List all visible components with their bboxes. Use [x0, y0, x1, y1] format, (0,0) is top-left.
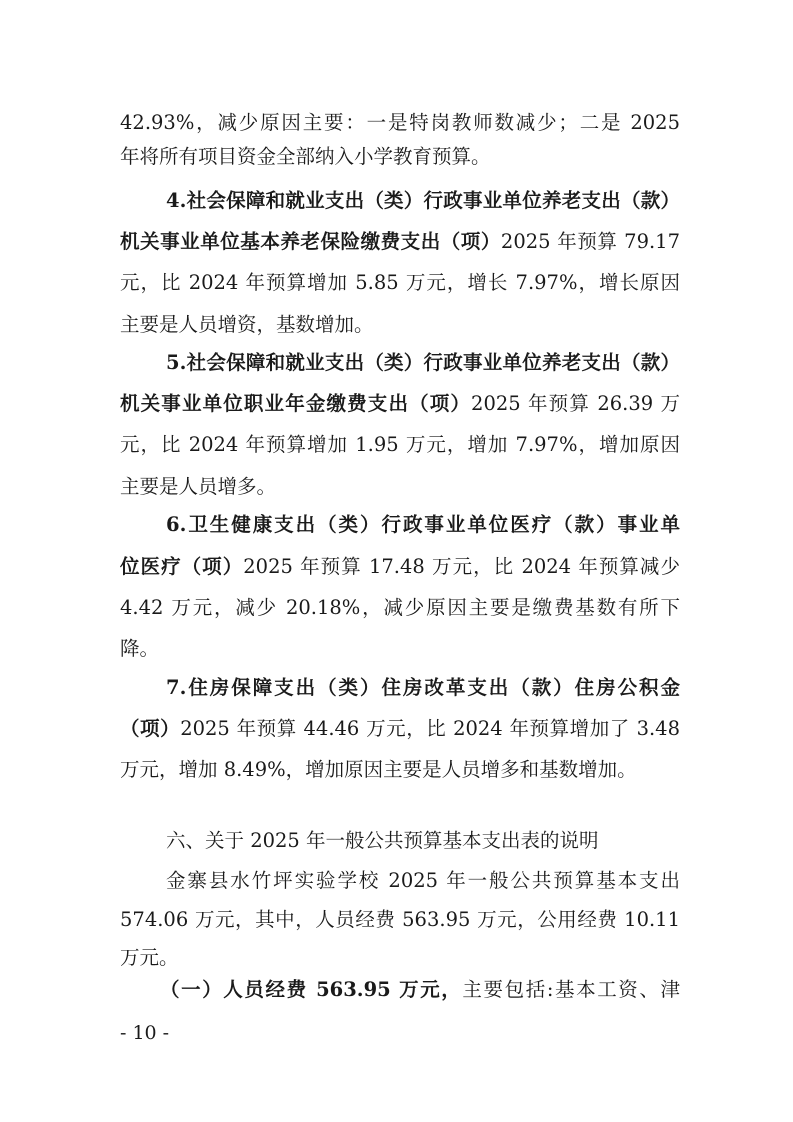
line-text: 4.42 万元，减少 20.18%，减少原因主要是缴费基数有所下: [120, 596, 680, 619]
line-text: 574.06 万元，其中，人员经费 563.95 万元，公用经费 10.11: [120, 908, 680, 931]
paragraph-line: [120, 430, 680, 460]
line-text: 万元，增加 8.49%，增加原因主要是人员增多和基数增加。: [120, 758, 637, 781]
line-text: 主要包括:基本工资、津: [462, 978, 680, 1001]
section-title-text: 六、关于 2025 年一般公共预算基本支出表的说明: [166, 829, 599, 852]
section-heading-6: [166, 510, 680, 540]
paragraph-line: [120, 755, 680, 785]
paragraph-line: [120, 142, 680, 172]
paragraph-line: [120, 714, 680, 744]
paragraph-line: [120, 943, 680, 973]
paragraph-line: [120, 389, 680, 419]
line-text: 年将所有项目资金全部纳入小学教育预算。: [120, 145, 491, 168]
line-text: 42.93%，减少原因主要：一是特岗教师数减少；二是 2025: [120, 111, 680, 134]
paragraph-line: [120, 472, 680, 502]
paragraph-line: [120, 634, 680, 664]
heading-text: 6.卫生健康支出（类）行政事业单位医疗（款）事业单: [166, 513, 680, 536]
heading-text: 机关事业单位职业年金缴费支出（项）: [120, 392, 472, 415]
heading-text: 机关事业单位基本养老保险缴费支出（项）: [120, 230, 501, 253]
heading-text: （项）: [120, 717, 181, 740]
line-text: 元，比 2024 年预算增加 5.85 万元，增长 7.97%，增长原因: [120, 271, 680, 294]
line-text: 金寨县水竹坪实验学校 2025 年一般公共预算基本支出: [166, 869, 680, 892]
paragraph-line: [120, 905, 680, 935]
line-text: 主要是人员增资，基数增加。: [120, 313, 374, 336]
section-heading-5: [166, 348, 680, 378]
section-title-six: [166, 826, 680, 856]
line-text: 元，比 2024 年预算增加 1.95 万元，增加 7.97%，增加原因: [120, 433, 680, 456]
heading-text: 4.社会保障和就业支出（类）行政事业单位养老支出（款）: [166, 189, 680, 212]
line-text: 2025 年预算 79.17: [500, 230, 680, 253]
paragraph-line: [120, 310, 680, 340]
paragraph-line: [120, 108, 680, 138]
heading-text: （一）人员经费 563.95 万元，: [160, 978, 463, 1001]
heading-text: 5.社会保障和就业支出（类）行政事业单位养老支出（款）: [166, 351, 680, 374]
line-text: 2025 年预算 26.39 万: [471, 392, 680, 415]
line-text: 万元。: [120, 946, 179, 969]
paragraph-line: [120, 552, 680, 582]
section-heading-7: [166, 673, 680, 703]
subsection-heading-personnel: [160, 975, 680, 1005]
paragraph-line: [120, 593, 680, 623]
section-heading-4: [166, 186, 680, 216]
line-text: 2025 年预算 44.46 万元，比 2024 年预算增加了 3.48: [180, 717, 680, 740]
heading-text: 位医疗（项）: [120, 555, 244, 578]
line-text: 2025 年预算 17.48 万元，比 2024 年预算减少: [243, 555, 680, 578]
page-number: - 10 -: [120, 1022, 170, 1044]
paragraph-line: [166, 866, 680, 896]
heading-text: 7.住房保障支出（类）住房改革支出（款）住房公积金: [166, 676, 680, 699]
line-text: 主要是人员增多。: [120, 475, 277, 498]
paragraph-line: [120, 227, 680, 257]
paragraph-line: [120, 268, 680, 298]
line-text: 降。: [120, 637, 160, 660]
